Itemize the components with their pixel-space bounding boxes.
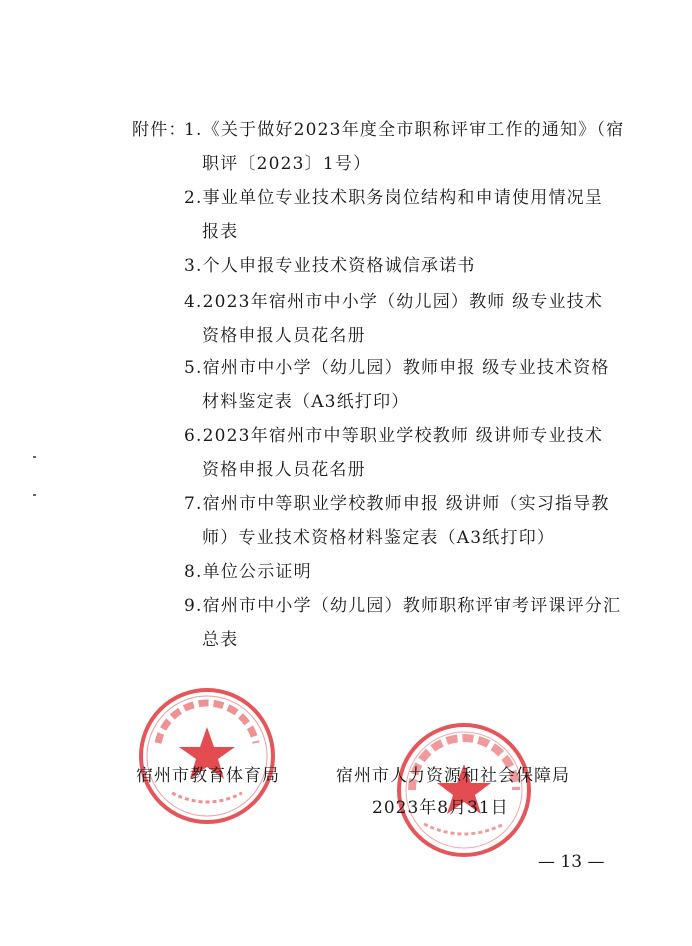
attachment-item-2 [184, 186, 603, 210]
attachment-item-3 [184, 254, 476, 278]
attachment-line-continued: 职评〔2023〕1号） [202, 154, 372, 174]
attachment-line: 宿州市中小学（幼儿园）教师职称评审考评课评分汇 [202, 596, 622, 616]
attachment-item-7 [184, 492, 610, 516]
attachment-line: 宿州市中小学（幼儿园）教师申报 级专业技术资格 [202, 358, 610, 378]
education-bureau-seal [136, 685, 278, 827]
attachments-heading: 附件： [132, 120, 187, 140]
attachment-number: 4. [184, 292, 203, 312]
page-number: — 13 — [538, 852, 605, 872]
scan-mark [33, 494, 36, 496]
attachment-item-4 [184, 290, 603, 314]
attachment-line: 宿州市中等职业学校教师申报 级讲师（实习指导教 [202, 494, 610, 514]
attachment-line: 《关于做好2023年度全市职称评审工作的通知》（宿 [202, 120, 625, 140]
attachment-item-8 [184, 560, 312, 584]
attachment-number: 8. [184, 562, 203, 582]
issue-date: 2023年8月31日 [372, 798, 509, 818]
attachment-item-1 [184, 118, 624, 142]
attachment-line: 事业单位专业技术职务岗位结构和申请使用情况呈 [202, 188, 604, 208]
hrss-bureau-signature: 宿州市人力资源和社会保障局 [336, 766, 570, 786]
attachment-number: 7. [184, 494, 203, 514]
attachment-item-6 [184, 424, 603, 448]
attachment-number: 2. [184, 188, 203, 208]
attachment-line-continued: 资格申报人员花名册 [202, 460, 366, 480]
attachment-line-continued: 总表 [202, 630, 239, 650]
attachment-number: 6. [184, 426, 203, 446]
attachment-number: 5. [184, 358, 203, 378]
attachment-line: 个人申报专业技术资格诚信承诺书 [202, 256, 476, 276]
attachment-line-continued: 师）专业技术资格材料鉴定表（A3纸打印） [202, 528, 556, 548]
attachment-line: 2023年宿州市中等职业学校教师 级讲师专业技术 [202, 426, 604, 446]
hrss-bureau-seal [394, 720, 534, 860]
attachment-number: 9. [184, 596, 203, 616]
scan-mark [33, 456, 36, 458]
attachment-item-9 [184, 594, 621, 618]
attachment-line-continued: 资格申报人员花名册 [202, 326, 366, 346]
attachment-line: 2023年宿州市中小学（幼儿园）教师 级专业技术 [202, 292, 604, 312]
attachment-line-continued: 材料鉴定表（A3纸打印） [202, 392, 410, 412]
attachment-line-continued: 报表 [202, 222, 239, 242]
education-bureau-signature: 宿州市教育体育局 [136, 766, 280, 786]
attachment-number: 1. [184, 120, 203, 140]
attachment-item-5 [184, 356, 610, 380]
attachment-line: 单位公示证明 [202, 562, 312, 582]
attachment-number: 3. [184, 256, 203, 276]
